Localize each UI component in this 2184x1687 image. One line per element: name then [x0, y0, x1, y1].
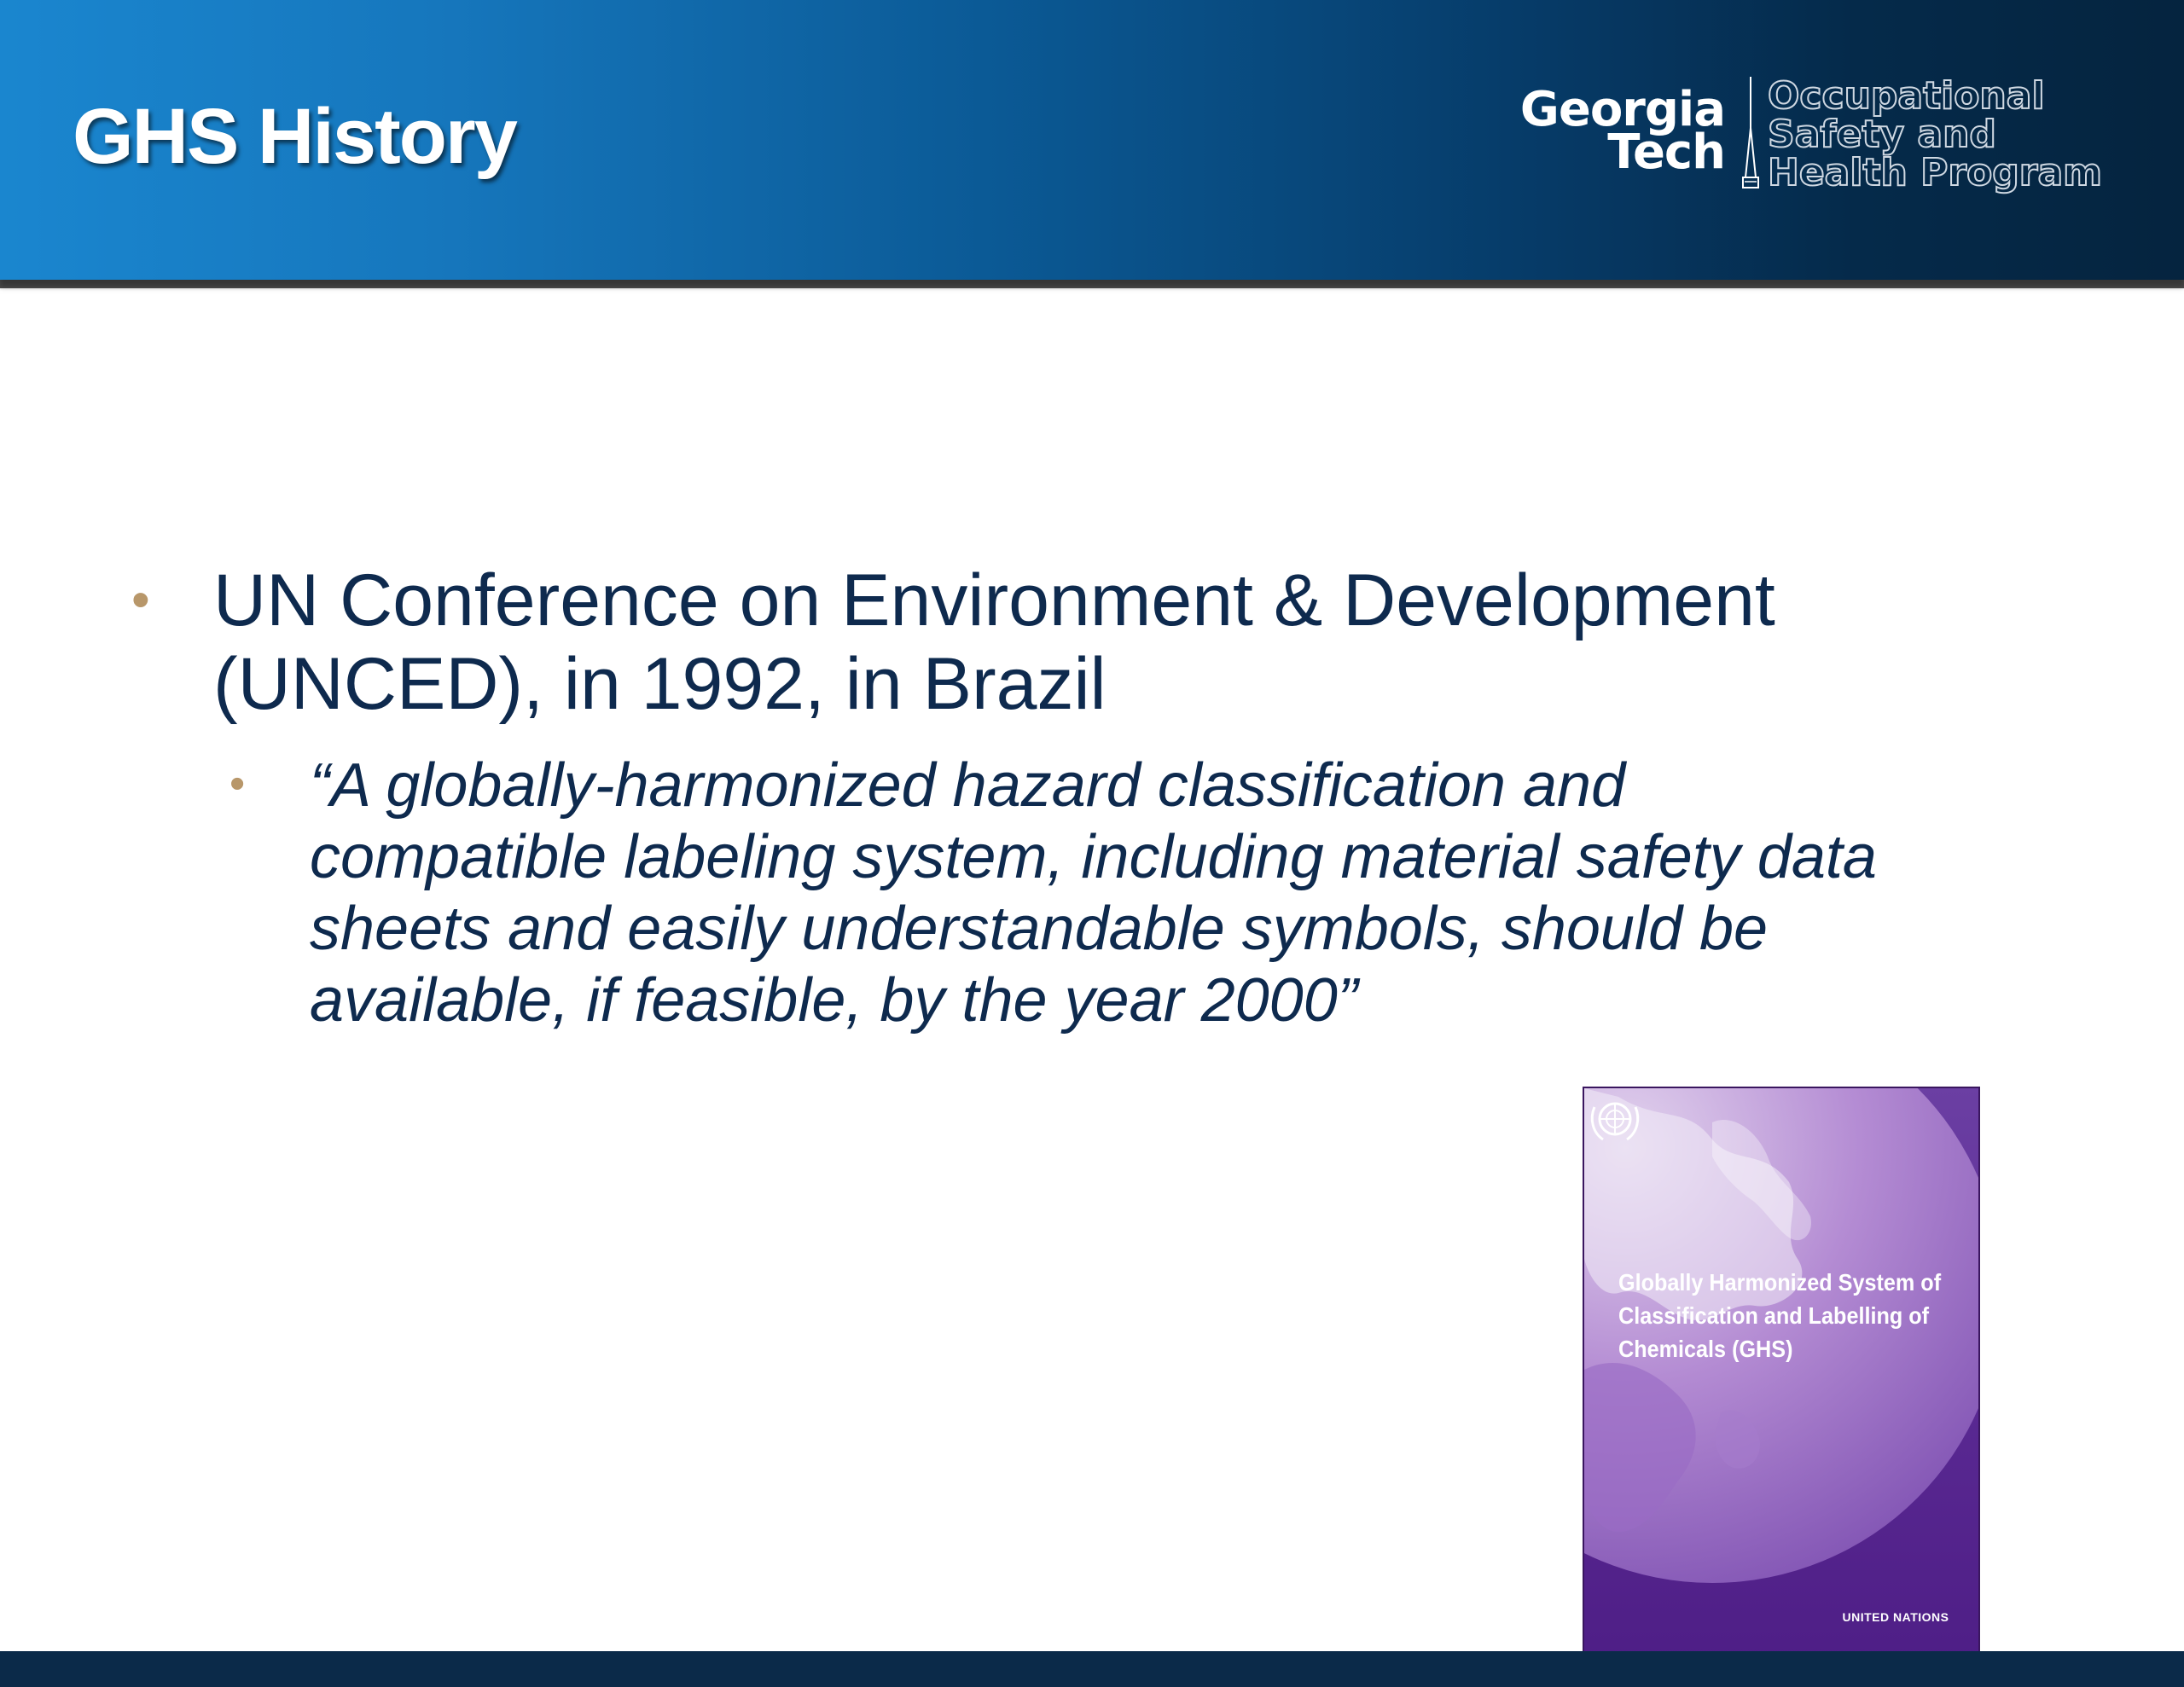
un-emblem-icon — [1584, 1088, 1646, 1150]
bullet-level2-quote — [224, 750, 2067, 1036]
cover-title-line3: Chemicals (GHS) — [1618, 1336, 1793, 1362]
tower-icon — [1740, 77, 1761, 189]
logo-program-line1: Occupational — [1768, 74, 2045, 118]
bullet-level1 — [128, 559, 2048, 726]
quote-line3: sheets and easily understandable symbols, should be — [310, 895, 1769, 963]
logo-name-line1: Georgia — [1519, 82, 1725, 137]
logo-name-line2: Tech — [1607, 125, 1725, 180]
cover-title-line2: Classification and Labelling of — [1618, 1302, 1930, 1329]
logo-program-name — [1768, 74, 2103, 194]
logo-program-line3: Health Program — [1768, 151, 2103, 194]
bullet-glyph: • — [229, 759, 246, 809]
bullet1-line1: UN Conference on Environment & Development — [213, 559, 1775, 641]
cover-publisher: UNITED NATIONS — [1842, 1610, 1949, 1624]
quote-line1: “A globally-harmonized hazard classification and — [310, 751, 1626, 820]
quote-line2: compatible labeling system, including material safety data — [310, 823, 1877, 891]
footer-bar — [0, 1651, 2184, 1687]
globe-illustration — [1584, 1088, 1978, 1667]
cover-title — [1618, 1266, 1942, 1365]
bullet-glyph: • — [131, 571, 150, 629]
logo-wordmark — [1502, 82, 1725, 180]
ghs-book-cover — [1584, 1088, 1978, 1667]
header-band — [0, 0, 2184, 280]
slide-title: GHS History — [73, 93, 516, 180]
logo-program-line2: Safety and — [1768, 113, 1996, 156]
georgia-tech-logo — [1502, 73, 2167, 201]
bullet1-line2: (UNCED), in 1992, in Brazil — [213, 643, 1107, 725]
quote-line4: available, if feasible, by the year 2000” — [310, 966, 1358, 1035]
cover-title-line1: Globally Harmonized System of — [1618, 1269, 1942, 1296]
slide-content — [128, 559, 2048, 1036]
